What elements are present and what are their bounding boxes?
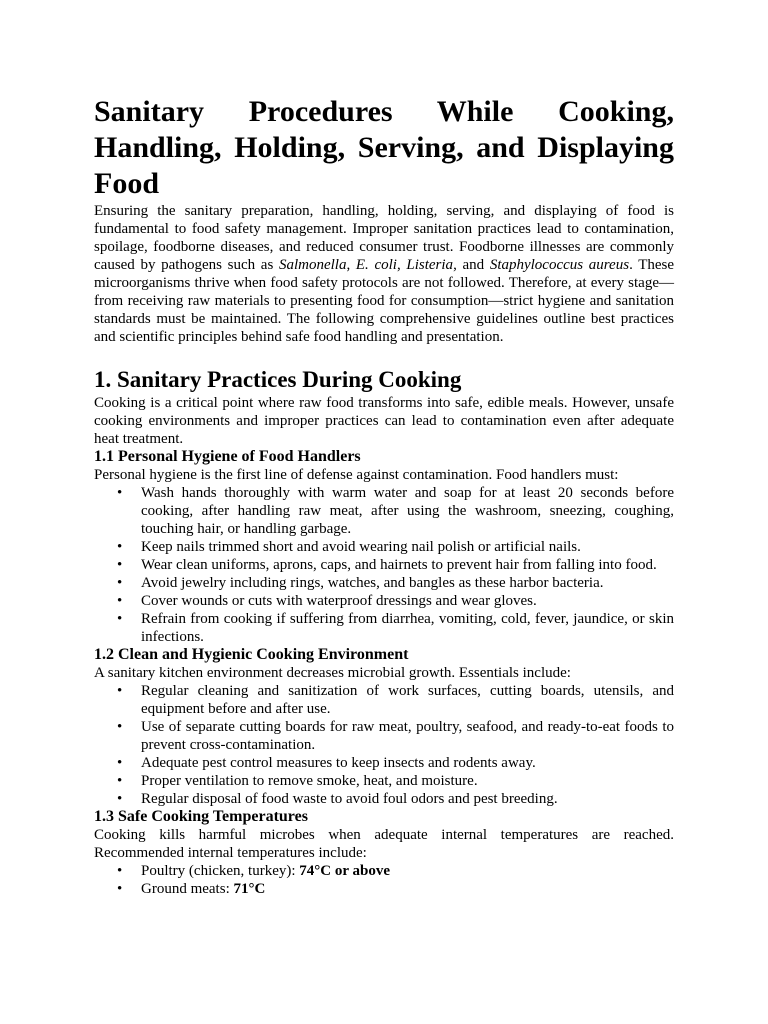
subsection-1-1-text: Personal hygiene is the first line of defense against contamination. Food handlers must: (94, 467, 619, 483)
document-title: Sanitary Procedures While Cooking, Handling, Holding, Serving, and Displaying Food (94, 95, 674, 200)
temperature-label: Ground meats: (141, 881, 234, 897)
temperature-value: 74°C or above (299, 863, 391, 879)
temperature-list (94, 862, 674, 898)
intro-separator: , (396, 257, 407, 273)
pathogen-salmonella: Salmonella (278, 257, 347, 273)
hygiene-list (94, 484, 674, 646)
temperature-item (141, 880, 674, 898)
intro-separator: , and (453, 257, 490, 273)
subsection-1-2-heading: 1.2 Clean and Hygienic Cooking Environment (94, 646, 409, 663)
list-item: • Avoid jewelry including rings, watches, and bangles as these harbor bacteria. (141, 574, 674, 592)
subsection-1-3-text: Cooking kills harmful microbes when adequate internal temperatures are reached. Recommended internal temperatures include: (94, 827, 674, 861)
list-item: • Keep nails trimmed short and avoid wearing nail polish or artificial nails. (141, 538, 674, 556)
pathogen-ecoli: E. coli (355, 257, 397, 273)
temperature-value: 71°C (233, 881, 266, 897)
list-item: • Refrain from cooking if suffering from diarrhea, vomiting, cold, fever, jaundice, or skin infections. (141, 610, 674, 646)
subsection-1-1-heading: 1.1 Personal Hygiene of Food Handlers (94, 448, 361, 465)
document-page (94, 94, 674, 898)
list-item: • Adequate pest control measures to keep insects and rodents away. (141, 754, 674, 772)
list-item: • Proper ventilation to remove smoke, heat, and moisture. (141, 772, 674, 790)
list-item: • Regular disposal of food waste to avoid foul odors and pest breeding. (141, 790, 674, 808)
environment-list (94, 682, 674, 808)
temperature-item (141, 862, 674, 880)
list-item: • Wash hands thoroughly with warm water and soap for at least 20 seconds before cooking, after handling raw meat, after using the washroom, sneezing, coughing, touching hair, or handling garbage. (141, 484, 674, 538)
subsection-1-2-text: A sanitary kitchen environment decreases microbial growth. Essentials include: (94, 665, 571, 681)
temperature-label: Poultry (chicken, turkey): (141, 863, 300, 879)
intro-paragraph (94, 202, 674, 346)
subsection-1-3-heading: 1.3 Safe Cooking Temperatures (94, 808, 308, 825)
intro-separator: , (346, 257, 356, 273)
pathogen-staphylococcus: Staphylococcus aureus (489, 257, 630, 273)
intro-text-part2: . These microorganisms thrive when food safety protocols are not followed. Therefore, at every stage—from receiving raw materials to presenting food for consumption—strict hygiene and sanitation standards must be maintained. The following comprehensive guidelines outline best practices and scientific principles behind safe food handling and presentation. (94, 257, 675, 345)
section-1-heading: 1. Sanitary Practices During Cooking (94, 367, 462, 392)
list-item: • Wear clean uniforms, aprons, caps, and hairnets to prevent hair from falling into food. (141, 556, 674, 574)
section-1-text: Cooking is a critical point where raw food transforms into safe, edible meals. However, unsafe cooking environments and improper practices can lead to contamination even after adequate heat treatment. (94, 395, 674, 447)
pathogen-listeria: Listeria (406, 257, 454, 273)
list-item: • Use of separate cutting boards for raw meat, poultry, seafood, and ready-to-eat foods to prevent cross-contamination. (141, 718, 674, 754)
list-item: • Regular cleaning and sanitization of work surfaces, cutting boards, utensils, and equipment before and after use. (141, 682, 674, 718)
list-item: • Cover wounds or cuts with waterproof dressings and wear gloves. (141, 592, 674, 610)
intro-text-part1: Ensuring the sanitary preparation, handling, holding, serving, and displaying of food is fundamental to food safety management. Improper sanitation practices lead to contamination, spoilage, foodborne diseases, and reduced consumer trust. Foodborne illnesses are commonly caused by pathogens such as (94, 203, 674, 273)
